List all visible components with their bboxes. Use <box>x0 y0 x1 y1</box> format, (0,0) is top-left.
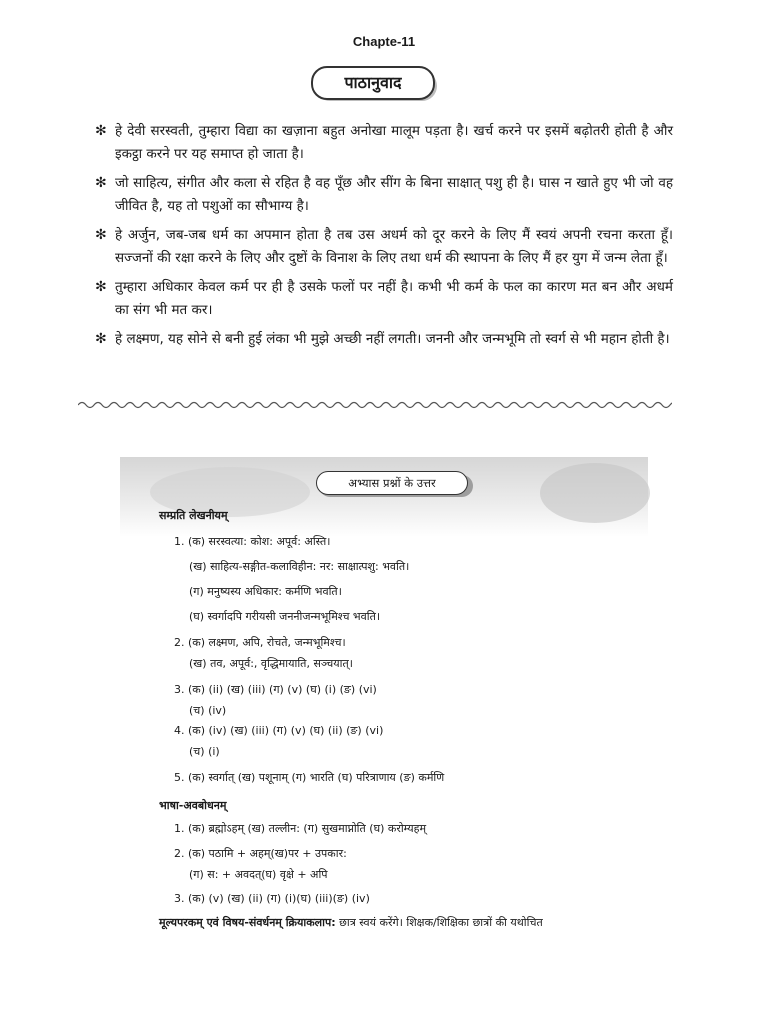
translation-text: हे लक्ष्मण, यह सोने से बनी हुई लंका भी मुझे अच्छी नहीं लगती। जननी और जन्मभूमि तो स्वर्ग से भी महान होती है। <box>115 331 670 347</box>
star-bullet-icon: ✻ <box>95 331 107 347</box>
heading-badge <box>311 66 435 100</box>
activity-note-text: छात्र स्वयं करेंगे। शिक्षक/शिक्षिका छात्रों की यथोचित <box>335 916 543 929</box>
section-heading: पाठानुवाद <box>311 66 435 100</box>
answer-line: 1. (क) ब्रह्मोऽहम् (ख) तल्लीन: (ग) सुखमाप्नोति (घ) करोम्यहम् <box>174 822 427 835</box>
section-title: भाषा-अवबोधनम् <box>159 799 227 812</box>
translation-text: हे देवी सरस्वती, तुम्हारा विद्या का खज़ाना बहुत अनोखा मालूम पड़ता है। खर्च करने पर इसमें बढ़ोतरी होती है और इकट्ठा करने पर यह समाप्त हो जाता है। <box>115 123 673 162</box>
section-title: सम्प्रति लेखनीयम् <box>159 509 228 522</box>
star-bullet-icon: ✻ <box>95 227 107 243</box>
translation-item <box>95 172 673 218</box>
answer-line: (च) (i) <box>189 745 220 758</box>
answer-line: 2. (क) लक्ष्मण, अपि, रोचते, जन्मभूमिश्च। <box>174 636 346 649</box>
translation-item <box>95 328 673 351</box>
chapter-label: Chapte-11 <box>352 34 416 49</box>
star-bullet-icon: ✻ <box>95 123 107 139</box>
activity-note-title: मूल्यपरकम् एवं विषय-संवर्धनम् क्रियाकलाप: <box>159 916 336 929</box>
translation-item <box>95 276 673 322</box>
answer-line: 3. (क) (ii) (ख) (iii) (ग) (v) (घ) (i) (ङ) (vi) <box>174 683 377 696</box>
answer-line: 2. (क) पठामि + अहम्(ख)पर + उपकार: <box>174 847 347 860</box>
wavy-divider <box>78 398 672 412</box>
answer-line: 5. (क) स्वर्गात् (ख) पशूनाम् (ग) भारति (घ) परित्राणाय (ङ) कर्मणि <box>174 771 445 784</box>
answer-line: 3. (क) (v) (ख) (ii) (ग) (i)(घ) (iii)(ङ) (iv) <box>174 892 370 905</box>
star-bullet-icon: ✻ <box>95 175 107 191</box>
translation-item <box>95 120 673 166</box>
answers-heading: अभ्यास प्रश्नों के उत्तर <box>316 471 468 495</box>
translation-list <box>95 120 673 357</box>
star-bullet-icon: ✻ <box>95 279 107 295</box>
translation-text: हे अर्जुन, जब-जब धर्म का अपमान होता है तब उस अधर्म को दूर करने के लिए मैं स्वयं अपनी रचना करता हूँ। सज्जनों की रक्षा करने के लिए और दुष्टों के विनाश के लिए तथा धर्म की स्थापना के लिए मैं हर युग में जन्म लेता हूँ। <box>115 227 673 266</box>
answer-line: (ग) मनुष्यस्य अधिकार: कर्मणि भवति। <box>189 585 342 598</box>
answer-line: 1. (क) सरस्वत्या: कोश: अपूर्व: अस्ति। <box>174 535 331 548</box>
translation-text: तुम्हारा अधिकार केवल कर्म पर ही है उसके फलों पर नहीं है। कभी भी कर्म के फल का कारण मत बन और अधर्म का संग भी मत कर। <box>115 279 673 318</box>
answer-line: (ख) तव, अपूर्व:, वृद्धिमायाति, सञ्चयात्। <box>189 657 353 670</box>
watercolor-decoration <box>540 463 650 523</box>
activity-note <box>159 915 639 930</box>
answer-line: (च) (iv) <box>189 704 227 717</box>
answer-line: (घ) स्वर्गादपि गरीयसी जननीजन्मभूमिश्च भवति। <box>189 610 381 623</box>
answer-line: (ख) साहित्य-सङ्गीत-कलाविहीन: नर: साक्षात्पशु: भवति। <box>189 560 410 573</box>
translation-item <box>95 224 673 270</box>
answers-heading-badge <box>316 471 468 495</box>
answer-line: (ग) स: + अवदत्(घ) वृक्षे + अपि <box>189 868 328 881</box>
translation-text: जो साहित्य, संगीत और कला से रहित है वह पूँछ और सींग के बिना साक्षात् पशु ही है। घास न खाते हुए भी जो वह जीवित है, यह तो पशुओं का सौभाग्य है। <box>115 175 673 214</box>
answer-line: 4. (क) (iv) (ख) (iii) (ग) (v) (घ) (ii) (ङ) (vi) <box>174 724 384 737</box>
